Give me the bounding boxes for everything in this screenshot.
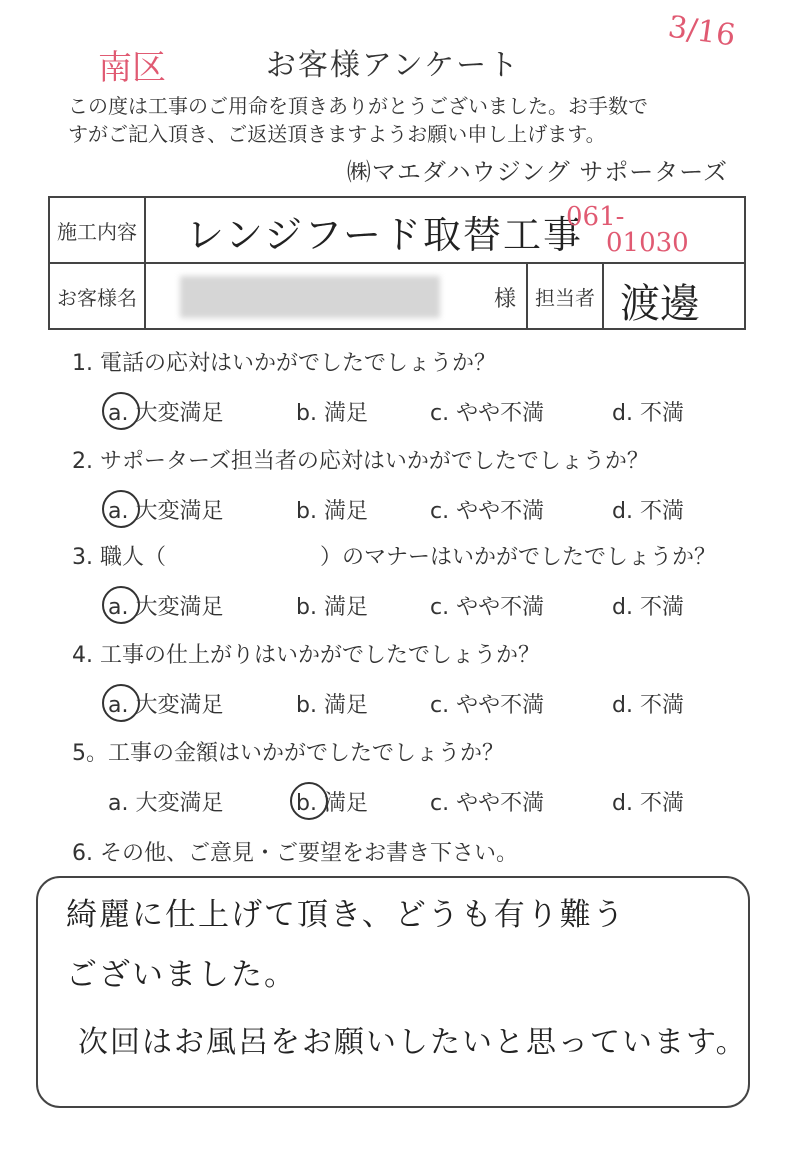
q2-option-d[interactable]: d. 不満 xyxy=(612,499,684,524)
comment-line-3: 次回はお風呂をお願いしたいと思っています。 xyxy=(78,1025,748,1060)
comment-line-2: ございました。 xyxy=(66,957,297,993)
work-code-line1: 061- xyxy=(566,202,625,232)
q1-selected-circle xyxy=(102,392,140,430)
q1-option-a[interactable]: a. 大変満足 xyxy=(108,401,224,426)
customer-name-cell[interactable] xyxy=(145,263,527,329)
q1-option-b[interactable]: b. 満足 xyxy=(296,401,368,426)
intro-line-1: この度は工事のご用命を頂きありがとうございました。お手数で xyxy=(68,94,648,118)
q4-option-d[interactable]: d. 不満 xyxy=(612,693,684,718)
q4-option-b[interactable]: b. 満足 xyxy=(296,693,368,718)
work-value: レンジフード取替工事 xyxy=(186,213,583,257)
question-3: 3. 職人（ ）のマナーはいかがでしたでしょうか？ xyxy=(72,545,716,570)
comment-line-1: 綺麗に仕上げて頂き、どうも有り難う xyxy=(66,897,626,933)
comment-box[interactable] xyxy=(36,876,750,1108)
form-title: お客様アンケート xyxy=(265,48,521,83)
q3-option-c[interactable]: c. やや不満 xyxy=(430,595,545,620)
question-5: 5。工事の金額はいかがでしたでしょうか？ xyxy=(72,741,504,766)
q3-option-b[interactable]: b. 満足 xyxy=(296,595,368,620)
q5-option-c[interactable]: c. やや不満 xyxy=(430,791,545,816)
q2-option-b[interactable]: b. 満足 xyxy=(296,499,368,524)
q5-option-d[interactable]: d. 不満 xyxy=(612,791,684,816)
question-1: 1. 電話の応対はいかがでしたでしょうか？ xyxy=(72,351,496,376)
date-annotation: 3/16 xyxy=(665,9,738,54)
q5-option-b[interactable]: b. 満足 xyxy=(296,791,368,816)
staff-label: 担当者 xyxy=(527,263,603,329)
staff-value-cell[interactable] xyxy=(603,263,745,329)
q3-option-a[interactable]: a. 大変満足 xyxy=(108,595,224,620)
question-4: 4. 工事の仕上がりはいかがでしたでしょうか？ xyxy=(72,643,540,668)
customer-suffix: 様 xyxy=(493,287,516,312)
district-annotation: 南区 xyxy=(98,48,166,88)
work-label: 施工内容 xyxy=(49,197,145,263)
intro-text xyxy=(68,92,748,148)
q5-selected-circle xyxy=(290,782,328,820)
staff-value: 渡邊 xyxy=(620,281,700,327)
q2-option-a[interactable]: a. 大変満足 xyxy=(108,499,224,524)
redacted-name xyxy=(180,276,440,318)
work-value-cell[interactable] xyxy=(145,197,745,263)
q4-option-a[interactable]: a. 大変満足 xyxy=(108,693,224,718)
q1-option-c[interactable]: c. やや不満 xyxy=(430,401,545,426)
q4-option-c[interactable]: c. やや不満 xyxy=(430,693,545,718)
info-table xyxy=(48,196,746,330)
q3-selected-circle xyxy=(102,586,140,624)
q2-selected-circle xyxy=(102,490,140,528)
company-name: ㈱マエダハウジング サポーターズ xyxy=(346,158,728,186)
q2-option-c[interactable]: c. やや不満 xyxy=(430,499,545,524)
question-6: 6. その他、ご意見・ご要望をお書き下さい。 xyxy=(72,841,518,866)
q5-option-a[interactable]: a. 大変満足 xyxy=(108,791,224,816)
q1-option-d[interactable]: d. 不満 xyxy=(612,401,684,426)
work-code-line2: 01030 xyxy=(606,228,689,258)
customer-label: お客様名 xyxy=(49,263,145,329)
intro-line-2: すがご記入頂き、ご返送頂きますようお願い申し上げます。 xyxy=(68,122,606,146)
question-2: 2. サポーターズ担当者の応対はいかがでしたでしょうか？ xyxy=(72,449,649,474)
q4-selected-circle xyxy=(102,684,140,722)
q3-option-d[interactable]: d. 不満 xyxy=(612,595,684,620)
